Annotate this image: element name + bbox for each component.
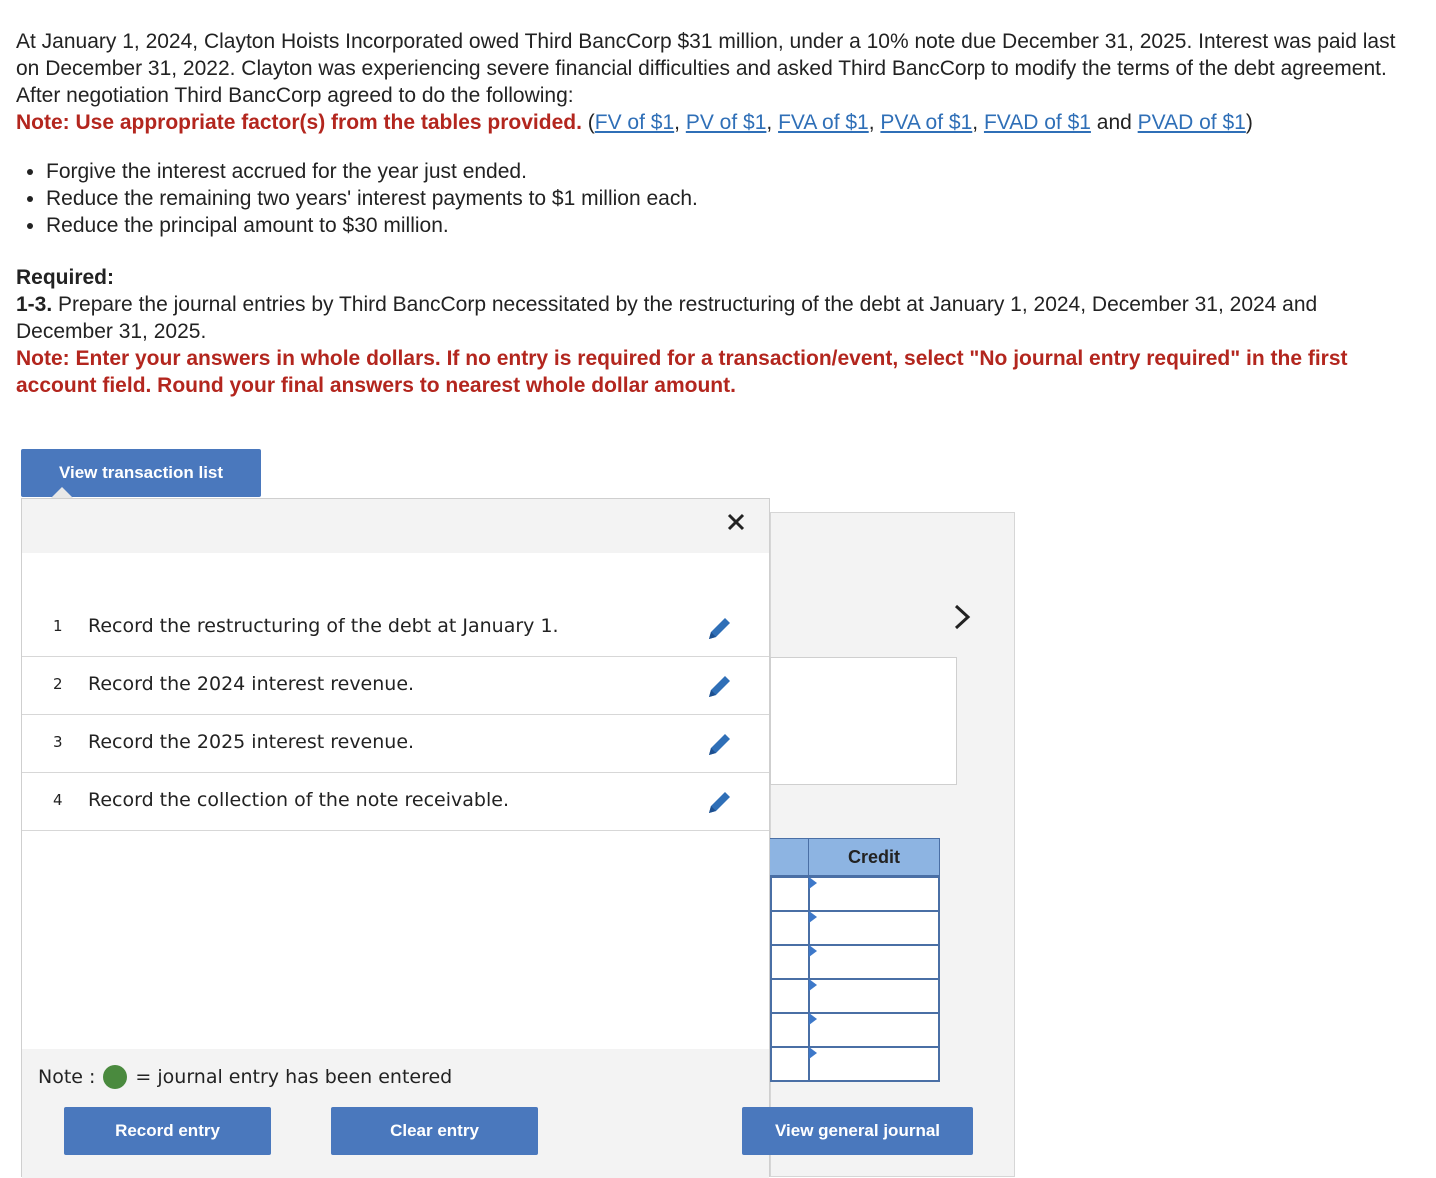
pencil-icon[interactable] xyxy=(705,787,735,822)
row-marker xyxy=(809,979,817,991)
transaction-number: 3 xyxy=(53,733,63,751)
chevron-right-icon[interactable] xyxy=(952,602,972,640)
credit-cell[interactable] xyxy=(808,1046,940,1082)
transaction-row[interactable] xyxy=(22,657,769,715)
close-icon[interactable] xyxy=(725,509,747,540)
link-fv[interactable]: FV of $1 xyxy=(594,111,675,134)
paren-open: ( xyxy=(581,111,595,134)
terms-list xyxy=(16,158,698,239)
required-section xyxy=(16,264,1416,399)
transaction-row[interactable] xyxy=(22,773,769,831)
pencil-icon[interactable] xyxy=(705,613,735,648)
required-number: 1-3. xyxy=(16,293,53,316)
list-item: • Reduce the principal amount to $30 million. xyxy=(46,212,698,239)
view-general-journal-button[interactable]: View general journal xyxy=(742,1107,973,1155)
problem-statement xyxy=(16,28,1416,136)
link-fva[interactable]: FVA of $1 xyxy=(778,111,869,134)
transaction-number: 2 xyxy=(53,675,63,693)
row-marker xyxy=(809,1013,817,1025)
view-transaction-list-button[interactable]: View transaction list xyxy=(21,449,261,497)
link-pv[interactable]: PV of $1 xyxy=(685,111,767,134)
transaction-number: 1 xyxy=(53,617,63,635)
transaction-text: Record the 2024 interest revenue. xyxy=(88,673,415,695)
entered-dot-icon xyxy=(103,1065,127,1089)
row-marker xyxy=(809,877,817,889)
sep: , xyxy=(868,111,881,134)
transaction-row[interactable] xyxy=(22,715,769,773)
transaction-number: 4 xyxy=(53,791,63,809)
list-item: • Reduce the remaining two years' interest payments to $1 million each. xyxy=(46,185,698,212)
debit-cell[interactable] xyxy=(770,876,810,912)
note-label: Note : xyxy=(38,1066,96,1088)
transaction-text: Record the restructuring of the debt at January 1. xyxy=(88,615,559,637)
clear-entry-button[interactable]: Clear entry xyxy=(331,1107,538,1155)
sep: , xyxy=(766,111,779,134)
legend-note xyxy=(38,1065,452,1089)
debit-cell[interactable] xyxy=(770,910,810,946)
link-fvad[interactable]: FVAD of $1 xyxy=(983,111,1091,134)
transaction-text: Record the 2025 interest revenue. xyxy=(88,731,415,753)
debit-header xyxy=(770,838,808,876)
sep: , xyxy=(972,111,984,134)
transaction-text: Record the collection of the note receivable. xyxy=(88,789,509,811)
required-label: Required: xyxy=(16,266,115,289)
transaction-list-popup xyxy=(21,498,770,1177)
pencil-icon[interactable] xyxy=(705,729,735,764)
link-pva[interactable]: PVA of $1 xyxy=(880,111,973,134)
row-marker xyxy=(809,911,817,923)
note-text: = journal entry has been entered xyxy=(135,1066,453,1088)
debit-cell[interactable] xyxy=(770,944,810,980)
credit-cell[interactable] xyxy=(808,978,940,1014)
paren-close: ) xyxy=(1245,111,1253,134)
debit-cell[interactable] xyxy=(770,1046,810,1082)
debit-cell[interactable] xyxy=(770,978,810,1014)
list-item: • Forgive the interest accrued for the year just ended. xyxy=(46,158,698,185)
sep: , xyxy=(674,111,686,134)
debit-cell[interactable] xyxy=(770,1012,810,1048)
credit-cell[interactable] xyxy=(808,944,940,980)
and-text: and xyxy=(1090,111,1138,134)
popup-header xyxy=(22,499,769,553)
required-note: Note: Enter your answers in whole dollars. If no entry is required for a transaction/event, select "No journal entry required" in the first account field. Round your final answers to nearest whole dollar amount. xyxy=(16,347,1348,397)
problem-intro: At January 1, 2024, Clayton Hoists Incorporated owed Third BancCorp $31 million, under a 10% note due December 31, 2025. Interest was paid last on December 31, 2022. Clayton was experiencing severe financial difficulties and asked Third BancCorp to modify the terms of the debt agreement. After negotiation Third BancCorp agreed to do the following: xyxy=(16,30,1396,107)
credit-cell[interactable] xyxy=(808,1012,940,1048)
credit-cell[interactable] xyxy=(808,876,940,912)
pencil-icon[interactable] xyxy=(705,671,735,706)
credit-header: Credit xyxy=(808,838,940,876)
credit-cell[interactable] xyxy=(808,910,940,946)
link-pvad[interactable]: PVAD of $1 xyxy=(1137,111,1246,134)
transaction-description-box xyxy=(770,657,957,785)
row-marker xyxy=(809,1047,817,1059)
required-text: Prepare the journal entries by Third BancCorp necessitated by the restructuring of the debt at January 1, 2024, December 31, 2024 and December 31, 2025. xyxy=(16,293,1318,343)
record-entry-button[interactable]: Record entry xyxy=(64,1107,271,1155)
transaction-row[interactable] xyxy=(22,599,769,657)
row-marker xyxy=(809,945,817,957)
factor-note: Note: Use appropriate factor(s) from the tables provided. xyxy=(16,111,582,134)
